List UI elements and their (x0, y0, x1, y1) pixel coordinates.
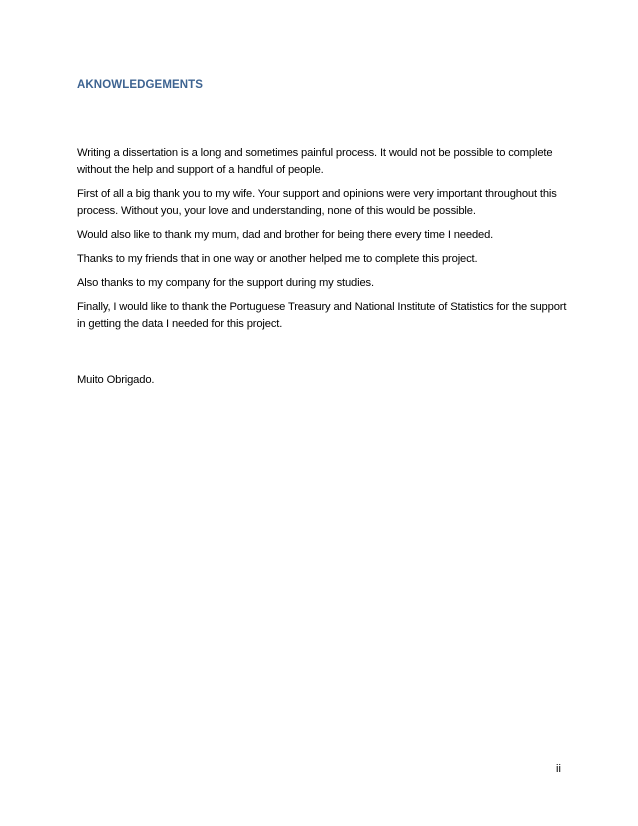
paragraph-intro: Writing a dissertation is a long and sometimes painful process. It would not be possible to complete without the help and support of a handful of people. (77, 147, 553, 176)
paragraph-wife: First of all a big thank you to my wife. Your support and opinions were very important throughout this process. Without you, your love and understanding, none of this would be possible. (77, 188, 557, 217)
closing-line: Muito Obrigado. (77, 374, 155, 386)
acknowledgements-body (77, 145, 567, 340)
paragraph-company: Also thanks to my company for the support during my studies. (77, 277, 374, 289)
page-heading: AKNOWLEDGEMENTS (77, 79, 204, 91)
page-number: ii (556, 763, 561, 775)
paragraph-family: Would also like to thank my mum, dad and brother for being there every time I needed. (77, 229, 494, 241)
paragraph-institutions: Finally, I would like to thank the Portuguese Treasury and National Institute of Statistics for the support in getting the data I needed for this project. (77, 301, 567, 330)
paragraph-friends: Thanks to my friends that in one way or another helped me to complete this project. (77, 253, 478, 265)
